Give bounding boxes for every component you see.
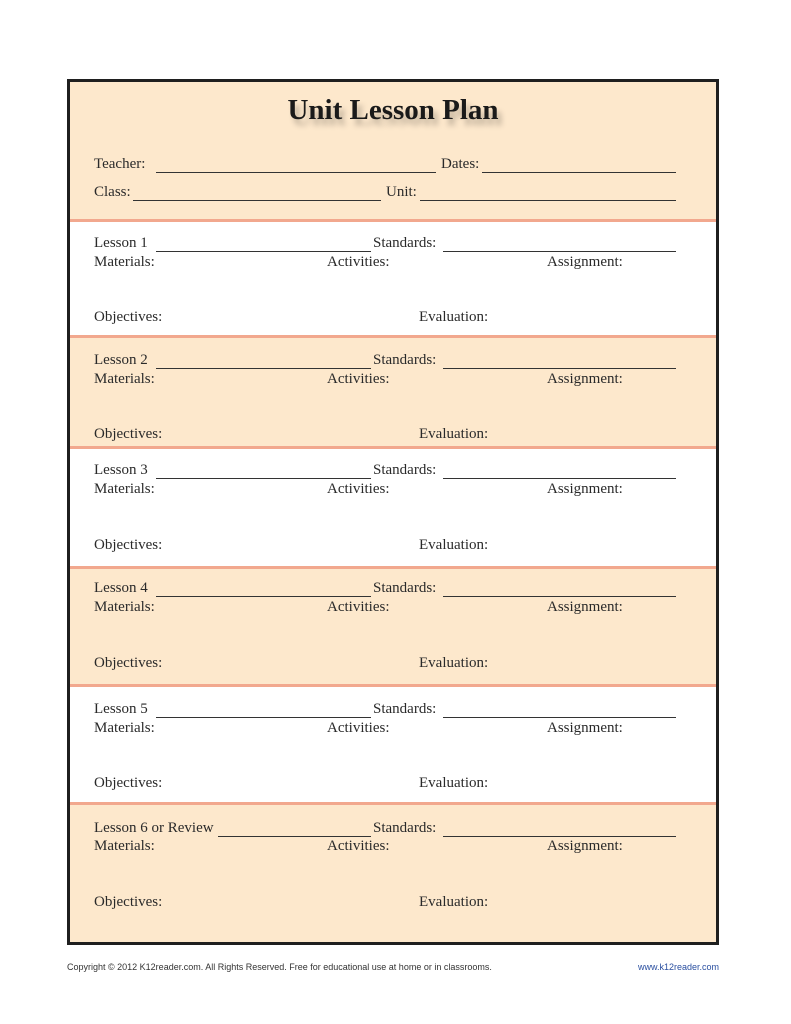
form-header [70,82,716,222]
class-field[interactable] [133,200,381,201]
objectives-label: Objectives: [94,775,163,791]
lesson-label: Lesson 1 [94,235,148,251]
materials-label: Materials: [94,838,155,854]
standards-field[interactable] [443,251,676,252]
teacher-label: Teacher: [94,156,146,172]
standards-field[interactable] [443,478,676,479]
lesson-name-field[interactable] [156,717,371,718]
standards-field[interactable] [443,368,676,369]
website-link[interactable]: www.k12reader.com [637,962,719,972]
teacher-field[interactable] [156,172,436,173]
objectives-label: Objectives: [94,655,163,671]
lesson-label: Lesson 6 or Review [94,820,214,836]
materials-label: Materials: [94,599,155,615]
materials-label: Materials: [94,371,155,387]
objectives-label: Objectives: [94,894,163,910]
materials-label: Materials: [94,481,155,497]
evaluation-label: Evaluation: [419,894,489,910]
lesson-plan-form [67,79,719,945]
assignment-label: Assignment: [547,599,623,615]
dates-label: Dates: [441,156,480,172]
evaluation-label: Evaluation: [419,775,489,791]
assignment-label: Assignment: [547,481,623,497]
assignment-label: Assignment: [547,838,623,854]
lesson-name-field[interactable] [156,368,371,369]
copyright-text: Copyright © 2012 K12reader.com. All Rights Reserved. Free for educational use at home or in classrooms. [67,962,492,972]
standards-label: Standards: [373,820,437,836]
assignment-label: Assignment: [547,371,623,387]
standards-label: Standards: [373,580,437,596]
evaluation-label: Evaluation: [419,426,489,442]
lesson-section-4 [70,569,716,687]
lesson-name-field[interactable] [156,478,371,479]
lesson-label: Lesson 2 [94,352,148,368]
evaluation-label: Evaluation: [419,537,489,553]
lesson-label: Lesson 4 [94,580,148,596]
materials-label: Materials: [94,254,155,270]
objectives-label: Objectives: [94,537,163,553]
lesson-label: Lesson 5 [94,701,148,717]
lesson-name-field[interactable] [156,596,371,597]
page-title: Unit Lesson Plan [287,94,499,126]
activities-label: Activities: [327,599,390,615]
unit-field[interactable] [420,200,676,201]
lesson-section-6 [70,805,716,942]
assignment-label: Assignment: [547,254,623,270]
objectives-label: Objectives: [94,309,163,325]
activities-label: Activities: [327,481,390,497]
standards-label: Standards: [373,701,437,717]
assignment-label: Assignment: [547,720,623,736]
activities-label: Activities: [327,371,390,387]
lesson-label: Lesson 3 [94,462,148,478]
standards-label: Standards: [373,235,437,251]
activities-label: Activities: [327,720,390,736]
evaluation-label: Evaluation: [419,655,489,671]
lesson-section-5 [70,687,716,805]
activities-label: Activities: [327,838,390,854]
activities-label: Activities: [327,254,390,270]
class-label: Class: [94,184,131,200]
dates-field[interactable] [482,172,676,173]
standards-label: Standards: [373,352,437,368]
lesson-section-2 [70,338,716,449]
evaluation-label: Evaluation: [419,309,489,325]
standards-label: Standards: [373,462,437,478]
standards-field[interactable] [443,596,676,597]
lesson-section-3 [70,449,716,569]
unit-label: Unit: [386,184,417,200]
lesson-section-1 [70,222,716,338]
lesson-name-field[interactable] [218,836,371,837]
objectives-label: Objectives: [94,426,163,442]
materials-label: Materials: [94,720,155,736]
standards-field[interactable] [443,717,676,718]
lesson-name-field[interactable] [156,251,371,252]
standards-field[interactable] [443,836,676,837]
